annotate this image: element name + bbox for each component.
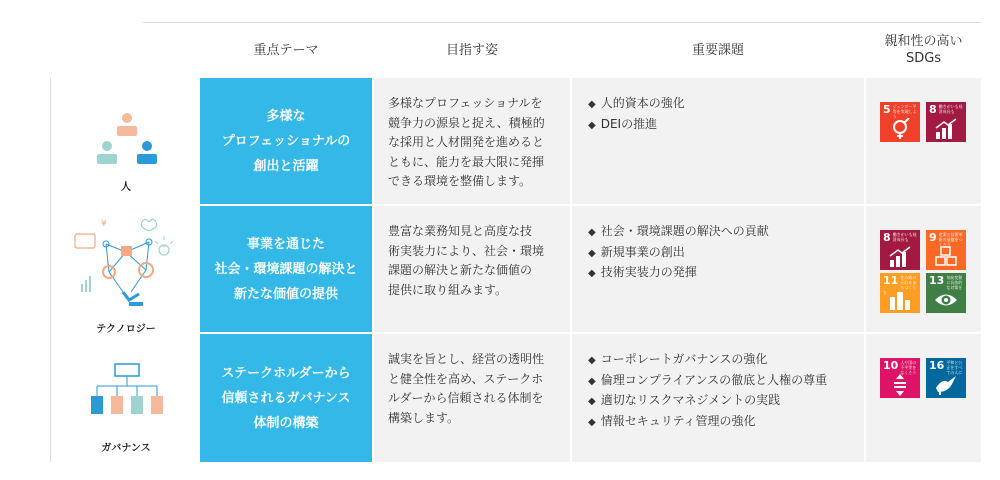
sdg-tile-5: 5 ジェンダー平等を実現しよう: [880, 102, 920, 142]
header-sdgs: 親和性の高い SDGs: [884, 34, 963, 66]
eye-globe-icon: [934, 289, 958, 311]
goal-cell: [374, 206, 570, 332]
category-label-technology: テクノロジー: [96, 324, 156, 335]
issue-item: ◆ 技術実装力の発揮: [588, 265, 697, 279]
goal-line: ともに、能力を最大限に発揮: [388, 154, 545, 169]
header-issues: 重要課題: [691, 42, 744, 58]
diamond-bullet-icon: ◆: [588, 396, 596, 407]
theme-cell: [200, 78, 372, 204]
theme-cell: [200, 206, 372, 332]
sdg-tile-11: 11 住み続けられるまちづくりを: [880, 273, 920, 313]
issue-item: ◆ 適切なリスクマネジメントの実践: [588, 393, 781, 407]
category-label-governance: ガバナンス: [101, 443, 151, 454]
equality-arrows-icon: [888, 374, 912, 396]
goal-line: な採用と人材開発を進めると: [388, 135, 545, 149]
org-chart-icon: [87, 362, 167, 432]
theme-line: 新たな価値の提供: [233, 286, 338, 302]
cubes-icon: [934, 246, 958, 268]
theme-line: 創出と活躍: [253, 158, 319, 174]
sdg-tile-16: 16 平和と公正をすべての人に: [926, 358, 966, 398]
issue-item: ◆ 人的資本の強化: [588, 96, 685, 110]
theme-line: 信頼されるガバナンス: [221, 390, 351, 406]
goal-line: と健全性を高め、ステークホ: [388, 371, 544, 386]
issue-item: ◆ 倫理コンプライアンスの徹底と人権の尊重: [588, 372, 828, 387]
sdg-tile-8: 8 働きがいも経済成長も: [880, 230, 920, 270]
goal-line: 構築します。: [388, 410, 460, 425]
diamond-bullet-icon: ◆: [588, 416, 596, 428]
issue-item: ◆ DEIの推進: [588, 116, 658, 131]
sdg-tile-10: 10 人や国の不平等をなくそう: [880, 358, 920, 398]
growth-chart-icon: [934, 118, 958, 140]
goal-line: ルダーから信頼される体制を: [388, 391, 544, 405]
sdgs-cell: [866, 334, 981, 462]
theme-cell: [200, 334, 372, 462]
header-goal: 目指す姿: [445, 42, 498, 58]
goal-line: 提供に取り組みます。: [388, 282, 508, 297]
category-people: [51, 78, 201, 206]
sdgs-cell: [866, 78, 981, 204]
sdg-tile-8: 8 働きがいも経済成長も: [926, 102, 966, 142]
svg-text:¥: ¥: [101, 219, 107, 229]
table-row: [200, 78, 981, 204]
goal-line: 術実装力により、社会・環境: [388, 243, 545, 258]
diamond-bullet-icon: ◆: [588, 355, 596, 366]
goal-line: 課題の解決と新たな価値の: [388, 263, 533, 277]
goal-cell: [374, 78, 570, 204]
dove-icon: [934, 374, 958, 396]
category-label-people: 人: [121, 182, 131, 193]
issues-cell: [572, 334, 864, 462]
technology-network-icon: [71, 212, 181, 312]
table-row: [200, 206, 981, 332]
category-governance: [51, 334, 201, 462]
diamond-bullet-icon: ◆: [588, 119, 596, 131]
sdgs-cell: [866, 206, 981, 332]
people-icon: [87, 108, 167, 178]
issue-item: ◆ コーポレートガバナンスの強化: [588, 352, 768, 366]
theme-line: 事業を通じた: [246, 236, 325, 252]
theme-line: 体制の構築: [253, 415, 319, 431]
sdg-tile-13: 13 気候変動に具体的な対策を: [926, 273, 966, 313]
category-panel: [50, 78, 201, 462]
issue-item: ◆ 新規事業の創出: [588, 244, 685, 259]
growth-chart-icon: [888, 246, 912, 268]
diamond-bullet-icon: ◆: [588, 375, 596, 387]
category-technology: [51, 206, 201, 334]
diamond-bullet-icon: ◆: [588, 227, 596, 238]
sdg-tile-9: 9 産業と技術革新の基盤をつくろう: [926, 230, 966, 270]
city-icon: [888, 289, 912, 311]
top-divider: [143, 22, 981, 23]
diamond-bullet-icon: ◆: [588, 99, 596, 110]
theme-line: 多様な: [266, 108, 306, 124]
table-row: [200, 334, 981, 462]
header-theme: 重点テーマ: [253, 42, 319, 58]
goal-line: 多様なプロフェッショナルを: [388, 96, 543, 110]
diamond-bullet-icon: ◆: [588, 247, 596, 259]
issues-cell: [572, 206, 864, 332]
diamond-bullet-icon: ◆: [588, 268, 596, 279]
theme-line: プロフェッショナルの: [221, 133, 351, 149]
issues-cell: [572, 78, 864, 204]
issue-item: ◆ 社会・環境課題の解決への貢献: [588, 224, 769, 238]
issue-item: ◆ 情報セキュリティ管理の強化: [588, 413, 756, 428]
theme-line: 社会・環境課題の解決と: [214, 261, 358, 277]
goal-line: できる環境を整備します。: [388, 174, 532, 188]
theme-line: ステークホルダーから: [221, 365, 351, 381]
goal-line: 競争力の源泉と捉え、積極的: [388, 115, 545, 130]
goal-cell: [374, 334, 570, 462]
gender-equality-icon: [888, 118, 912, 140]
goal-line: 豊富な業務知見と高度な技: [388, 224, 533, 238]
goal-line: 誠実を旨とし、経営の透明性: [388, 352, 545, 366]
